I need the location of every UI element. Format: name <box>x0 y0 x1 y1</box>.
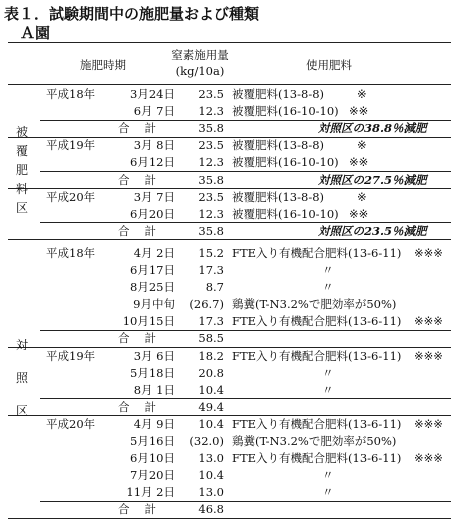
row-note-mark: ※※※ <box>414 314 443 329</box>
row-amount: (26.7) <box>189 297 224 312</box>
row-amount: 13.0 <box>198 451 224 466</box>
group-label-char: 区 <box>15 201 28 215</box>
header-time: 施肥時期 <box>80 58 126 72</box>
group-label-char: 照 <box>15 371 28 385</box>
table-subtitle: Ａ園 <box>20 24 51 42</box>
row-rule <box>8 518 451 519</box>
row-amount: 23.5 <box>198 189 224 204</box>
row-date: 6月12日 <box>130 155 175 170</box>
row-amount: 12.3 <box>198 104 224 119</box>
row-note-mark: ※※ <box>349 104 369 119</box>
row-reduction-note: 対照区の38.8％減肥 <box>318 121 427 136</box>
row-fertilizer: 〃 <box>322 365 334 380</box>
row-total-label: 合 計 <box>118 121 158 136</box>
group-label-char: 料 <box>15 182 28 196</box>
row-fertilizer: 〃 <box>322 485 334 500</box>
row-year: 平成20年 <box>46 416 96 431</box>
row-amount: 12.3 <box>198 155 224 170</box>
row-date: 4月 2日 <box>133 245 175 260</box>
row-year: 平成19年 <box>46 348 96 363</box>
row-date: 6月 7日 <box>133 104 175 119</box>
group-label-char: 被 <box>15 125 28 139</box>
row-fertilizer: 被覆肥料(13-8-8) <box>232 189 325 204</box>
row-year: 平成18年 <box>46 245 96 260</box>
row-date: 4月 9日 <box>133 416 175 431</box>
row-fertilizer: FTE入り有機配合肥料(13-6-11) <box>232 245 402 260</box>
row-amount: 10.4 <box>198 416 224 431</box>
header-top-rule <box>8 42 451 43</box>
row-fertilizer: FTE入り有機配合肥料(13-6-11) <box>232 451 402 466</box>
row-amount: 12.3 <box>198 206 224 221</box>
row-fertilizer: FTE入り有機配合肥料(13-6-11) <box>232 416 402 431</box>
group-label-char: 対 <box>15 338 28 352</box>
row-date: 6月20日 <box>130 206 175 221</box>
header-bottom-rule <box>8 84 451 85</box>
row-fertilizer: FTE入り有機配合肥料(13-6-11) <box>232 314 402 329</box>
row-amount: 46.8 <box>198 502 224 517</box>
group-label-char: 覆 <box>15 144 28 158</box>
row-date: 8月 1日 <box>133 382 175 397</box>
row-fertilizer: 被覆肥料(16-10-10) <box>232 206 339 221</box>
row-note-mark: ※※※ <box>414 416 443 431</box>
row-fertilizer: 鶏糞(T-N3.2%で肥効率が50%) <box>232 297 397 312</box>
row-amount: 20.8 <box>198 365 224 380</box>
row-amount: 13.0 <box>198 485 224 500</box>
header-fertilizer: 使用肥料 <box>306 58 352 72</box>
row-date: 3月 6日 <box>133 348 175 363</box>
row-amount: 18.2 <box>198 348 224 363</box>
row-date: 7月20日 <box>130 468 175 483</box>
row-amount: 17.3 <box>198 314 224 329</box>
row-year: 平成20年 <box>46 189 96 204</box>
row-date: 6月17日 <box>130 263 175 277</box>
row-note-mark: ※ <box>357 189 367 204</box>
row-amount: 17.3 <box>198 263 224 277</box>
row-rule <box>8 239 451 240</box>
row-fertilizer: 被覆肥料(16-10-10) <box>232 155 339 170</box>
row-date: 5月18日 <box>130 365 175 380</box>
row-amount: 8.7 <box>205 280 224 295</box>
row-reduction-note: 対照区の27.5％減肥 <box>318 172 427 187</box>
row-note-mark: ※ <box>357 87 367 101</box>
row-reduction-note: 対照区の23.5％減肥 <box>318 223 427 238</box>
subtotal-rule <box>40 330 451 331</box>
row-date: 11月 2日 <box>126 485 175 500</box>
row-fertilizer: 被覆肥料(16-10-10) <box>232 104 339 119</box>
row-amount: (32.0) <box>189 434 224 448</box>
row-fertilizer: 被覆肥料(13-8-8) <box>232 138 325 153</box>
row-date: 10月15日 <box>122 314 175 329</box>
row-amount: 58.5 <box>198 331 224 346</box>
row-amount: 35.8 <box>198 172 224 187</box>
row-fertilizer: 〃 <box>322 263 334 277</box>
row-fertilizer: 〃 <box>322 280 334 295</box>
row-amount: 35.8 <box>198 223 224 238</box>
group-label-char: 肥 <box>15 163 28 177</box>
row-year: 平成18年 <box>46 87 96 101</box>
row-fertilizer: FTE入り有機配合肥料(13-6-11) <box>232 348 402 363</box>
row-note-mark: ※※※ <box>414 245 443 260</box>
header-amount: 窒素施用量 <box>171 48 229 62</box>
row-amount: 10.4 <box>198 468 224 483</box>
row-amount: 10.4 <box>198 382 224 397</box>
row-date: 3月 7日 <box>133 189 175 204</box>
group-label-char: 区 <box>15 404 28 418</box>
row-note-mark: ※ <box>357 138 367 153</box>
row-total-label: 合 計 <box>118 502 158 517</box>
row-date: 6月10日 <box>130 451 175 466</box>
row-fertilizer: 鶏糞(T-N3.2%で肥効率が50%) <box>232 434 397 448</box>
row-note-mark: ※※ <box>349 155 369 170</box>
row-total-label: 合 計 <box>118 331 158 346</box>
row-date: 8月25日 <box>130 280 175 295</box>
row-amount: 23.5 <box>198 138 224 153</box>
header-amount-unit: (kg/10a) <box>175 64 225 78</box>
row-date: 5月16日 <box>130 434 175 448</box>
row-amount: 49.4 <box>198 399 224 414</box>
row-date: 3月 8日 <box>133 138 175 153</box>
row-amount: 35.8 <box>198 121 224 136</box>
row-note-mark: ※※※ <box>414 451 443 466</box>
row-date: 3月24日 <box>130 87 175 101</box>
row-total-label: 合 計 <box>118 172 158 187</box>
row-note-mark: ※※※ <box>414 348 443 363</box>
row-total-label: 合 計 <box>118 223 158 238</box>
row-amount: 23.5 <box>198 87 224 101</box>
subtotal-rule <box>40 398 451 399</box>
row-total-label: 合 計 <box>118 399 158 414</box>
row-fertilizer: 〃 <box>322 468 334 483</box>
subtotal-rule <box>40 501 451 502</box>
row-year: 平成19年 <box>46 138 96 153</box>
row-fertilizer: 〃 <box>322 382 334 397</box>
row-fertilizer: 被覆肥料(13-8-8) <box>232 87 325 101</box>
row-amount: 15.2 <box>198 245 224 260</box>
table-title: 表１．試験期間中の施肥量および種類 <box>4 5 260 23</box>
row-note-mark: ※※ <box>349 206 369 221</box>
row-date: 9月中旬 <box>133 297 175 312</box>
